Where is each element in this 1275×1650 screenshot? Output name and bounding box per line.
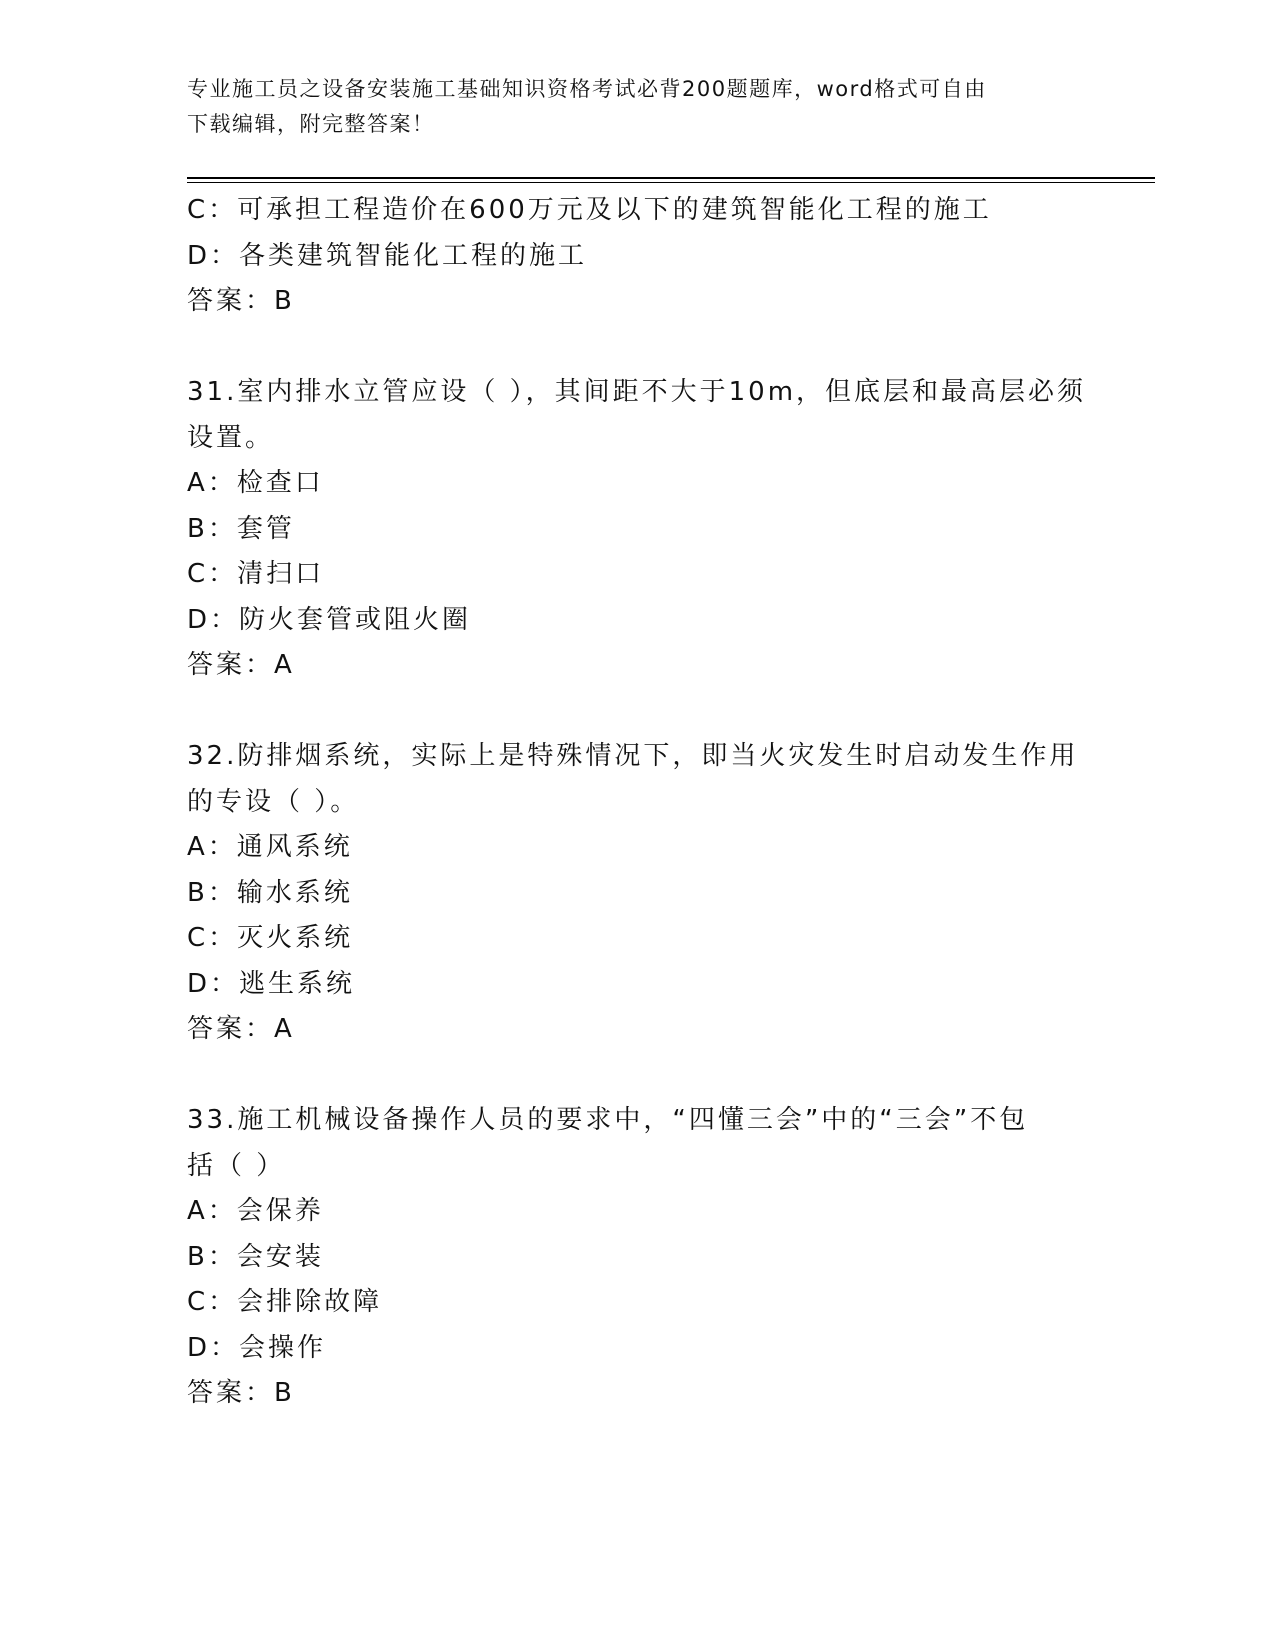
option-c: C：灭火系统 (187, 923, 354, 953)
option-c: C：会排除故障 (187, 1287, 383, 1317)
option-b: B：会安装 (187, 1241, 324, 1272)
answer: 答案：B (187, 1378, 295, 1408)
header-line-1: 专业施工员之设备安装施工基础知识资格考试必背200题题库，word格式可自由 (187, 77, 987, 101)
header-divider-thick (187, 177, 1155, 179)
question-text-line-1: 31.室内排水立管应设（ ），其间距不大于10m，但底层和最高层必须 (187, 377, 1087, 407)
option-d: D：逃生系统 (187, 968, 356, 999)
header-line-2: 下载编辑，附完整答案！ (187, 112, 435, 136)
option-a: A：会保养 (187, 1196, 324, 1226)
header-divider-thin (187, 182, 1155, 183)
answer: 答案：A (187, 1014, 295, 1044)
option-d: D：会操作 (187, 1332, 327, 1363)
answer: 答案：A (187, 650, 295, 680)
option-d: D：防火套管或阻火圈 (187, 604, 472, 635)
question-text-line-1: 33.施工机械设备操作人员的要求中，“四懂三会”中的“三会”不包 (187, 1105, 1029, 1135)
question-text-line-2: 的专设（ ）。 (187, 786, 360, 817)
option-b: B：套管 (187, 513, 295, 544)
question-32 (187, 734, 1087, 1053)
question-list (187, 188, 1087, 1417)
option-b: B：输水系统 (187, 877, 353, 908)
previous-question-tail (187, 188, 1087, 325)
question-text-line-2: 设置。 (187, 422, 275, 453)
option-d: D：各类建筑智能化工程的施工 (187, 240, 588, 271)
question-text-line-1: 32.防排烟系统，实际上是特殊情况下，即当火灾发生时启动发生作用 (187, 741, 1079, 771)
option-c: C：可承担工程造价在600万元及以下的建筑智能化工程的施工 (187, 195, 992, 225)
question-text-line-2: 括（ ） (187, 1150, 286, 1181)
option-a: A：检查口 (187, 468, 324, 498)
question-33 (187, 1098, 1087, 1417)
question-31 (187, 370, 1087, 689)
document-header (187, 72, 1067, 142)
answer: 答案：B (187, 286, 295, 316)
option-a: A：通风系统 (187, 832, 353, 862)
option-c: C：清扫口 (187, 559, 325, 589)
